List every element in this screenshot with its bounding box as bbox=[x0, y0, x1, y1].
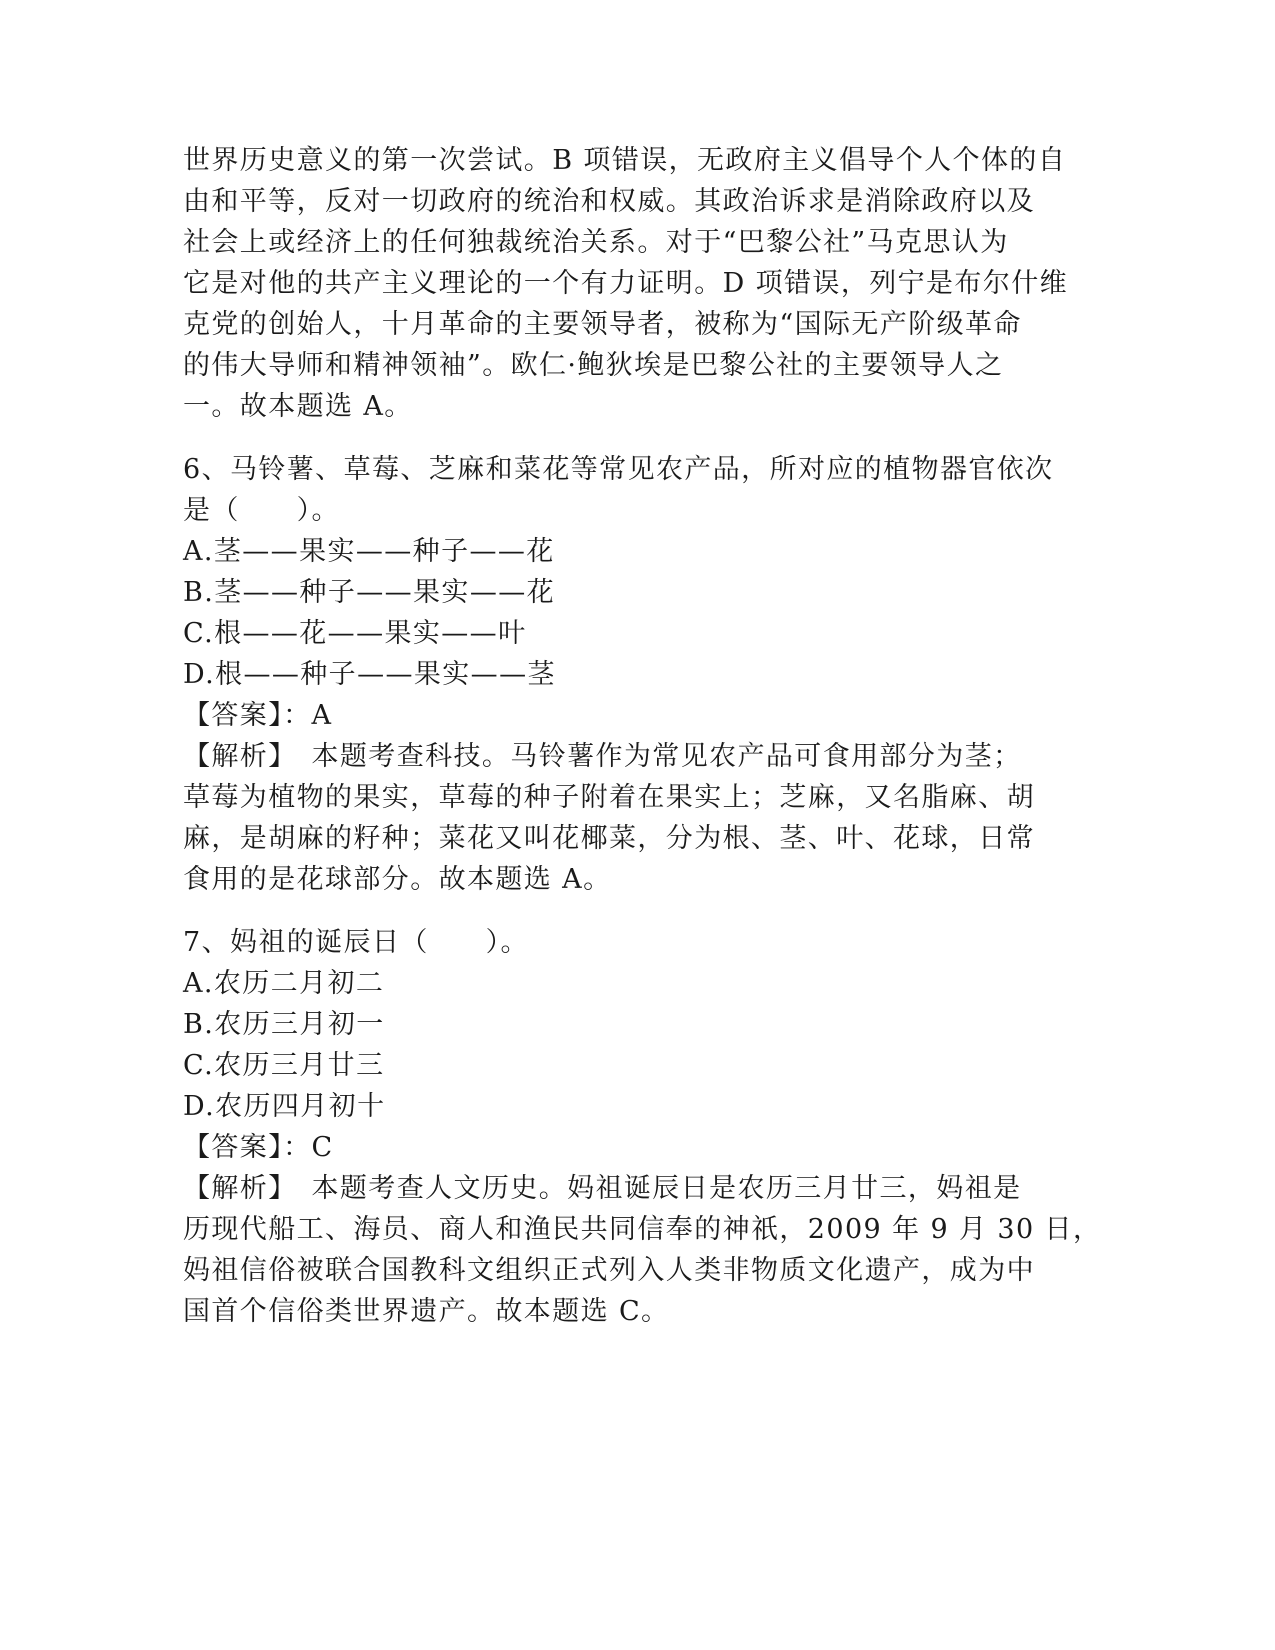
option-c: C.根——花——果实——叶 bbox=[183, 618, 527, 649]
option-c: C.农历三月廿三 bbox=[183, 1050, 385, 1081]
analysis-line: 【解析】 本题考查人文历史。妈祖诞辰日是农历三月廿三，妈祖是 bbox=[183, 1173, 1022, 1204]
answer-line: 【答案】：A bbox=[183, 700, 333, 731]
option-a: A.茎——果实——种子——花 bbox=[183, 536, 555, 567]
option-d: D.农历四月初十 bbox=[183, 1091, 386, 1122]
continuation-analysis bbox=[183, 140, 1069, 427]
text-line: 克党的创始人，十月革命的主要领导者，被称为“国际无产阶级革命 bbox=[183, 309, 1022, 340]
text-line: 一。故本题选 A。 bbox=[183, 391, 413, 422]
analysis-line: 历现代船工、海员、商人和渔民共同信奉的神祇，2009 年 9 月 30 日， bbox=[183, 1214, 1102, 1245]
text-line: 的伟大导师和精神领袖”。欧仁·鲍狄埃是巴黎公社的主要领导人之 bbox=[183, 350, 1004, 381]
answer-line: 【答案】：C bbox=[183, 1132, 334, 1163]
question-6 bbox=[183, 449, 1063, 900]
analysis-line: 麻，是胡麻的籽种；菜花又叫花椰菜，分为根、茎、叶、花球，日常 bbox=[183, 823, 1035, 854]
option-d: D.根——种子——果实——茎 bbox=[183, 659, 556, 690]
option-b: B.农历三月初一 bbox=[183, 1009, 385, 1040]
question-stem: 6、马铃薯、草莓、芝麻和菜花等常见农产品，所对应的植物器官依次 bbox=[183, 454, 1054, 485]
question-stem: 7、妈祖的诞辰日（ ）。 bbox=[183, 927, 529, 958]
option-a: A.农历二月初二 bbox=[183, 968, 385, 999]
analysis-line: 食用的是花球部分。故本题选 A。 bbox=[183, 864, 612, 895]
analysis-line: 妈祖信俗被联合国教科文组织正式列入人类非物质文化遗产，成为中 bbox=[183, 1255, 1035, 1286]
text-line: 世界历史意义的第一次尝试。B 项错误，无政府主义倡导个人个体的自 bbox=[183, 145, 1067, 176]
analysis-line: 国首个信俗类世界遗产。故本题选 C。 bbox=[183, 1296, 670, 1327]
analysis-line: 【解析】 本题考查科技。马铃薯作为常见农产品可食用部分为茎； bbox=[183, 741, 1022, 772]
analysis-line: 草莓为植物的果实，草莓的种子附着在果实上；芝麻，又名脂麻、胡 bbox=[183, 782, 1035, 813]
text-line: 由和平等，反对一切政府的统治和权威。其政治诉求是消除政府以及 bbox=[183, 186, 1035, 217]
text-line: 社会上或经济上的任何独裁统治关系。对于“巴黎公社”马克思认为 bbox=[183, 227, 1009, 258]
option-b: B.茎——种子——果实——花 bbox=[183, 577, 556, 608]
question-stem: 是（ ）。 bbox=[183, 495, 340, 526]
text-line: 它是对他的共产主义理论的一个有力证明。D 项错误，列宁是布尔什维 bbox=[183, 268, 1069, 299]
question-7 bbox=[183, 922, 1102, 1332]
document-page bbox=[183, 140, 1102, 1332]
